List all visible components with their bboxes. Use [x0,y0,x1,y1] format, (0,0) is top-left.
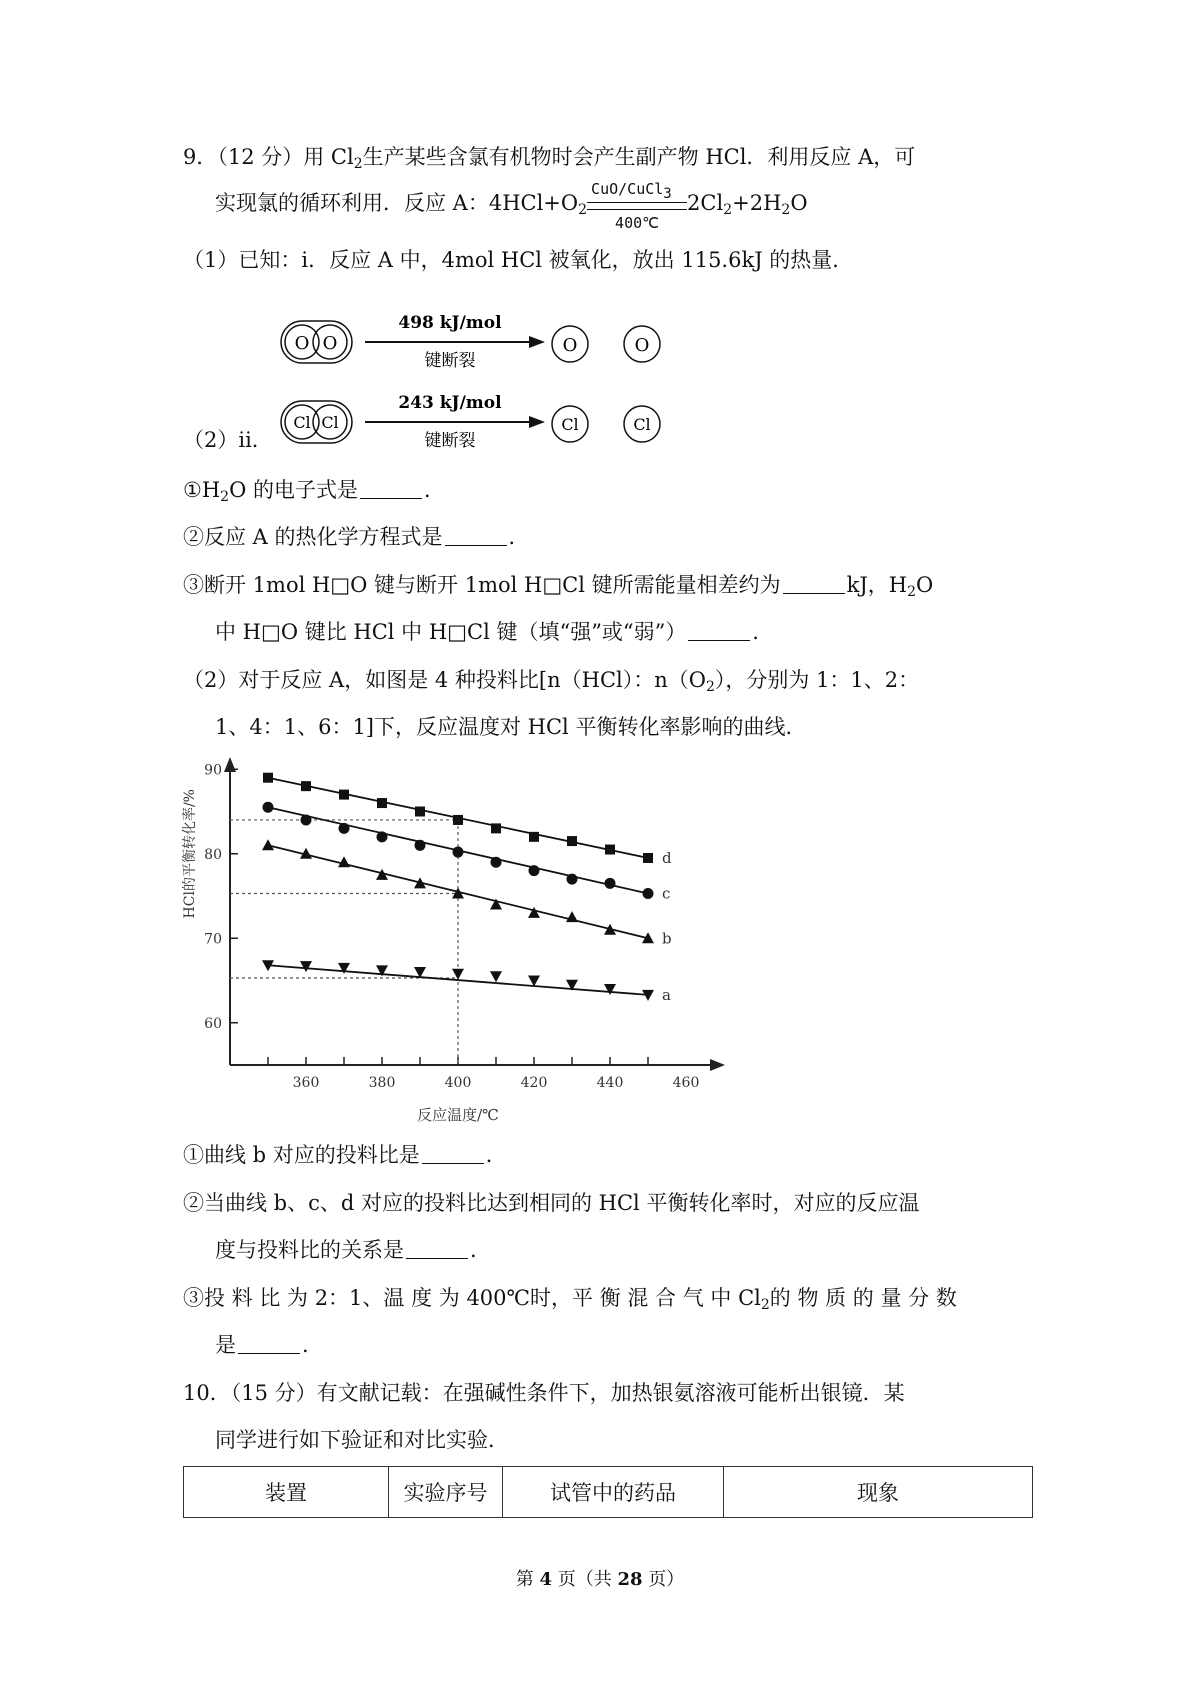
part2-intro: （2）对于反应 A，如图是 4 种投料比[n（HCl）：$n(O_2)$，分别为 1：1、2： [183,668,920,695]
x-tick-label: 360 [292,1075,320,1091]
x-tick-label: 440 [596,1075,624,1091]
col-header-reagents: 试管中的药品 [503,1467,724,1518]
o-bond-break-label: 键断裂 [424,351,476,371]
chart-question-2-line2: 度与投料比的关系是 ． [215,1238,491,1262]
x-tick-label: 380 [368,1075,396,1091]
point-c [415,840,426,851]
series-label-d: d [662,848,672,867]
conversion-rate-chart [180,755,800,1125]
cl2-molecule [281,401,352,443]
x-tick-label: 420 [520,1075,548,1091]
point-c [263,802,274,813]
reaction-a-equation: 实现氯的循环利用．反应 A：$4HCl+O_2$ CuO/CuCl$_3$ 400℃ $2Cl_2+2H_2O$ [215,179,808,232]
point-c [605,878,616,889]
bond-energy-diagram [270,300,690,460]
cl-atom-2 [624,406,660,442]
point-d [453,815,463,825]
point-d [339,790,349,800]
chart-question-3-line2: 是 ． [215,1333,323,1357]
page-number: 4 [539,1569,552,1590]
answer-blank[interactable] [406,1236,468,1259]
point-b [338,856,350,867]
point-c [643,888,654,899]
col-header-phenomenon: 现象 [724,1467,1033,1518]
page-footer: 第 4 页（共 28 页） [515,1569,685,1590]
point-d [263,773,273,783]
chart-question-2: ②当曲线 b、c、d 对应的投料比达到相同的 HCl 平衡转化率时，对应的反应温 [183,1191,920,1215]
answer-blank[interactable] [783,571,845,594]
x-axis-arrow [710,1059,725,1071]
answer-blank[interactable] [360,476,422,499]
answer-blank[interactable] [422,1141,484,1164]
q9-header: 9．（12 分）用 $Cl_2$生产某些含氯有机物时会产生副产物 HCl．利用反应 A，可 [183,145,916,172]
point-a [490,971,502,982]
point-b [566,911,578,922]
x-tick-label: 460 [672,1075,700,1091]
o-atom-1 [552,326,588,362]
point-c [567,874,578,885]
point-d [605,845,615,855]
svg-text:O: O [634,335,650,356]
part2-label: （2）ii． [183,428,273,452]
point-c [301,814,312,825]
y-tick-label: 90 [204,762,222,779]
o-atom-2 [624,326,660,362]
experiment-table [183,1466,1033,1518]
sub-question-3-line2: 中 H□O 键比 HCl 中 H□Cl 键（填“强”或“弱”） ． [215,620,774,644]
cl-atom-1 [552,406,588,442]
point-c [491,857,502,868]
svg-text:Cl: Cl [321,413,339,432]
point-d [415,807,425,817]
chart-question-1: ①曲线 b 对应的投料比是 ． [183,1143,507,1167]
sub-question-2: ②反应 A 的热化学方程式是 ． [183,525,530,549]
svg-text:O: O [322,333,338,354]
answer-blank[interactable] [238,1331,300,1354]
svg-text:Cl: Cl [561,415,579,434]
sub-question-1: $①H_2O$ 的电子式是 ． [183,478,445,505]
point-b [262,839,274,850]
cl-bond-break-label: 键断裂 [424,431,476,451]
q10-header: 10．（15 分）有文献记载：在强碱性条件下，加热银氨溶液可能析出银镜．某 [183,1381,905,1405]
svg-text:O: O [294,333,310,354]
point-a [300,961,312,972]
point-c [453,847,464,858]
point-d [491,823,501,833]
answer-blank[interactable] [688,618,750,641]
y-tick-label: 80 [204,846,222,863]
y-tick-label: 70 [204,931,222,948]
point-a [604,984,616,995]
o2-molecule [281,321,352,363]
col-header-apparatus: 装置 [184,1467,389,1518]
o-bond-energy: 498 kJ/mol [398,313,502,333]
cl-bond-energy: 243 kJ/mol [398,393,502,413]
svg-text:O: O [562,335,578,356]
svg-text:Cl: Cl [293,413,311,432]
point-c [339,823,350,834]
part2-intro-line2: 1、4：1、6：1]下，反应温度对 HCl 平衡转化率影响的曲线． [215,715,807,739]
point-d [643,853,653,863]
col-header-exp-no: 实验序号 [389,1467,503,1518]
x-axis-title: 反应温度/℃ [417,1106,499,1124]
point-d [377,798,387,808]
part1-text: （1）已知：i．反应 A 中，4mol HCl 被氧化，放出 115.6kJ 的热量． [183,248,854,272]
point-c [529,865,540,876]
answer-blank[interactable] [445,523,507,546]
o-arrow-head [529,336,545,348]
cl-arrow-head [529,416,545,428]
y-tick-label: 60 [204,1015,222,1032]
table-header-row [184,1467,1033,1518]
q10-line2: 同学进行如下验证和对比实验． [215,1428,509,1452]
page-total: 28 [617,1569,643,1590]
y-axis-title: HCl的平衡转化率/% [182,789,198,919]
point-d [301,781,311,791]
svg-text:Cl: Cl [633,415,651,434]
point-d [529,832,539,842]
point-c [377,831,388,842]
point-d [567,836,577,846]
series-label-c: c [662,884,671,903]
equilibrium-arrow: CuO/CuCl$_3$ 400℃ [587,190,687,220]
chart-question-3: ③投 料 比 为 2：1、温 度 为 400℃时，平 衡 混 合 气 中 $Cl_2$的 物 质 的 量 分 数 [183,1286,957,1313]
x-tick-label: 400 [444,1075,472,1091]
series-label-b: b [662,929,672,948]
series-label-a: a [662,985,671,1004]
sub-question-3: ③断开 1mol H□O 键与断开 1mol H□Cl 键所需能量相差约为 kJ，$H_2O$ [183,573,934,600]
